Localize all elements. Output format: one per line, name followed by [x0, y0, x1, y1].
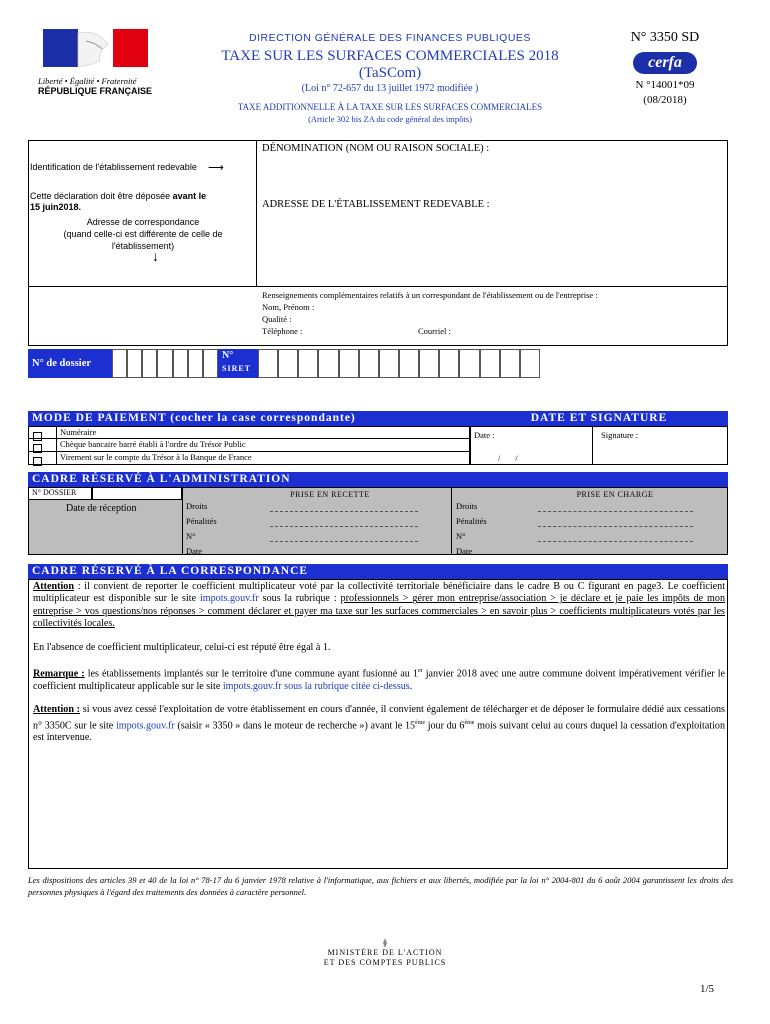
deadline-text: Cette déclaration doit être déposée avant le 15 juin2018.	[30, 191, 207, 212]
attention-paragraph-1: Attention : il convient de reporter le coefficient multiplicateur voté par la collectivité territoriale bénéficiaire dans le cadre B ou C figurant en page3. Le coefficient multiplicateur est disponible sur le site impots.gouv.fr sous la rubrique : professionnels > gérer mon entreprise/association > je déclare et je paie les impôts de mon entreprise > vos questions/nos réponses > comment déclarer et payer ma taxe sur les surfaces commerciales > en savoir plus > coefficients multiplicateurs votés par les collectivités locales.	[33, 581, 725, 630]
admin-dossier-label: N° DOSSIER	[32, 488, 77, 497]
logo-motto: Liberté • Égalité • Fraternité	[38, 76, 137, 86]
identification-arrow-icon: ⟶	[208, 162, 224, 174]
cerfa-date: (08/2018)	[643, 94, 687, 106]
additional-tax: TAXE ADDITIONNELLE À LA TAXE SUR LES SURFACES COMMERCIALES	[237, 102, 543, 112]
attention-paragraph-2: Attention : si vous avez cessé l'exploitation de votre établissement en cours d'année, il convient également de télécharger et de déposer le formulaire dédié aux cessations n° 3350C sur le site impots.gouv.fr (saisir « 3350 » dans le moteur de recherche ») avant le 15ème jour du 6ème mois suivant celui au cours duquel la cessation d'exploitation est intervenue.	[33, 704, 726, 744]
charge-label: PRISE EN CHARGE	[576, 490, 654, 499]
correspondence-arrow-icon: ↓	[152, 250, 159, 265]
quality-field-label[interactable]: Qualité :	[262, 314, 292, 324]
form-title: TAXE SUR LES SURFACES COMMERCIALES 2018	[221, 48, 559, 64]
identification-label: Identification de l'établissement redevable	[30, 162, 197, 172]
payment-option-cheque: Chèque bancaire barré établi à l'ordre du Trésor Public	[60, 439, 246, 449]
date-slashes: / /	[498, 453, 518, 463]
recette-label: PRISE EN RECETTE	[290, 490, 370, 499]
impots-link-3[interactable]: impots.gouv.fr	[115, 719, 175, 731]
correspondence-address-label: Adresse de correspondance (quand celle-ci est différente de celle de l'établissement)	[63, 217, 223, 251]
form-number: N° 3350 SD	[630, 30, 700, 45]
establishment-address-label: ADRESSE DE L'ÉTABLISSEMENT REDEVABLE :	[262, 199, 490, 210]
payment-option-virement: Virement sur le compte du Trésor à la Banque de France	[60, 452, 252, 462]
marianne-logo-icon	[38, 27, 158, 69]
ministry-emblem-icon	[377, 936, 393, 948]
date-field-label[interactable]: Date :	[474, 430, 495, 440]
legal-notice: Les dispositions des articles 39 et 40 de la loi n° 78-17 du 6 janvier 1978 relative à l'informatique, aux fichiers et aux libertés, modifiée par la loi n° 2004-801 du 6 août 2004 garantissent les droits des personnes physiques à l'égard des traitements des données à caractère personnel.	[28, 875, 733, 897]
payment-option-numeraire: Numéraire	[60, 427, 97, 437]
recette-fields: Droits Pénalités N° Date	[186, 501, 217, 556]
payment-title: MODE DE PAIEMENT (cocher la case correspondante)	[28, 411, 470, 426]
republique-logo	[38, 27, 158, 97]
denomination-label: DÉNOMINATION (NOM OU RAISON SOCIALE) :	[262, 143, 490, 154]
absence-paragraph: En l'absence de coefficient multiplicateur, celui-ci est réputé être égal à 1.	[33, 641, 331, 653]
recette-lines[interactable]	[270, 499, 418, 542]
reception-label: Date de réception	[66, 503, 137, 514]
correspondance-title: CADRE RÉSERVÉ À LA CORRESPONDANCE	[28, 564, 728, 579]
identification-hline	[28, 286, 728, 287]
admin-title: CADRE RÉSERVÉ À L'ADMINISTRATION	[28, 472, 728, 487]
correspondance-text	[33, 581, 725, 745]
date-signature-title: DATE ET SIGNATURE	[470, 411, 728, 426]
cerfa-logo: cerfa	[633, 52, 697, 74]
direction-label: DIRECTION GÉNÉRALE DES FINANCES PUBLIQUES	[249, 32, 531, 44]
impots-link-2[interactable]: impots.gouv.fr sous la rubrique citée ci-dessus	[222, 680, 410, 692]
cerfa-number: N °14001*09	[635, 79, 695, 91]
siret-label: N° SIRET	[218, 349, 258, 378]
article-reference: (Article 302 bis ZA du code général des impôts)	[308, 114, 472, 124]
charge-fields: Droits Pénalités N° Date	[456, 501, 487, 556]
law-reference: (Loi n° 72-657 du 13 juillet 1972 modifiée )	[301, 83, 479, 94]
name-field-label[interactable]: Nom, Prénom :	[262, 302, 315, 312]
impots-link-1[interactable]: impots.gouv.fr	[199, 593, 259, 605]
logo-republique: RÉPUBLIQUE FRANÇAISE	[38, 86, 153, 96]
email-field-label[interactable]: Courriel :	[418, 326, 451, 336]
admin-dossier-value[interactable]	[92, 487, 182, 500]
dossier-label: N° de dossier	[28, 349, 112, 378]
page-number: 1/5	[700, 983, 715, 995]
phone-field-label[interactable]: Téléphone :	[262, 326, 303, 336]
identification-divider	[256, 140, 257, 286]
dossier-cells[interactable]	[112, 349, 218, 378]
additional-info-label: Renseignements complémentaires relatifs à un correspondant de l'établissement ou de l'entreprise :	[262, 290, 598, 300]
ministry-name: MINISTÈRE DE L'ACTION ET DES COMPTES PUBLICS	[323, 948, 447, 967]
remarque-paragraph: Remarque : les établissements implantés sur le territoire d'une commune ayant fusionné au 1er janvier 2018 avec une autre commune doivent impérativement vérifier le coefficient multiplicateur applicable sur le site impots.gouv.fr sous la rubrique citée ci-dessus.	[33, 668, 725, 692]
charge-lines[interactable]	[538, 499, 693, 542]
siret-cells[interactable]	[258, 349, 540, 378]
checkbox-virement[interactable]	[33, 452, 46, 470]
form-subtitle: (TaSCom)	[358, 65, 422, 81]
signature-field-label[interactable]: Signature :	[601, 430, 639, 440]
